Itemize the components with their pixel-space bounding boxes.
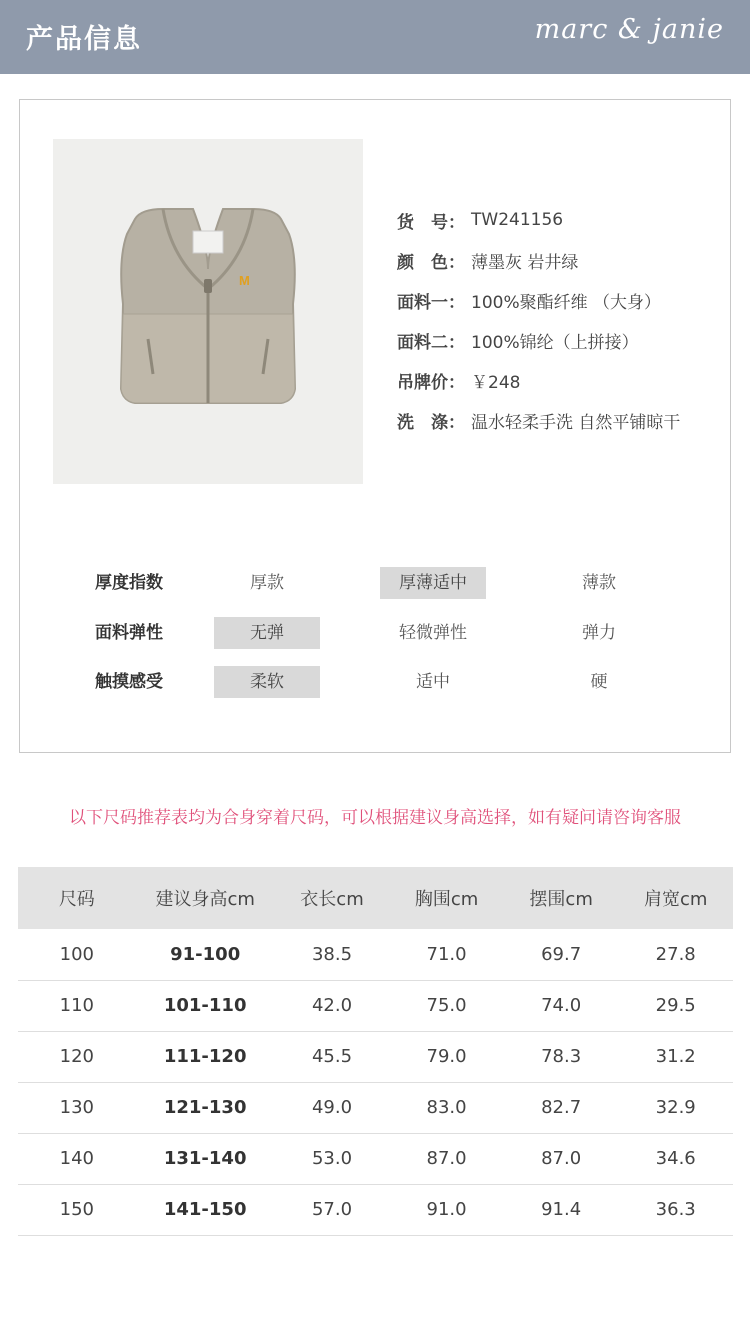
spec-row-wash: [397, 400, 680, 440]
cell-hem: 69.7: [504, 929, 619, 980]
table-row: [18, 1133, 733, 1184]
spec-row-item-no: [397, 200, 680, 240]
cell-chest: 87.0: [389, 1133, 504, 1184]
cell-chest: 83.0: [389, 1082, 504, 1133]
cell-height: 91-100: [136, 929, 275, 980]
column-header: 摆围cm: [504, 867, 619, 929]
column-header: 胸围cm: [389, 867, 504, 929]
cell-length: 57.0: [275, 1184, 390, 1235]
spec-row-fabric-2: [397, 320, 680, 360]
table-row: [18, 929, 733, 980]
cell-height: 131-140: [136, 1133, 275, 1184]
spec-label: 洗 涤：: [397, 412, 465, 433]
cell-hem: 91.4: [504, 1184, 619, 1235]
attribute-option-selected: 厚薄适中: [380, 567, 486, 599]
cell-size: 150: [18, 1184, 136, 1235]
cell-length: 42.0: [275, 980, 390, 1031]
cell-hem: 74.0: [504, 980, 619, 1031]
product-info-card: [19, 99, 731, 753]
cell-size: 120: [18, 1031, 136, 1082]
cell-height: 141-150: [136, 1184, 275, 1235]
attribute-row-elasticity: [20, 617, 732, 649]
table-row: [18, 980, 733, 1031]
column-header: 尺码: [18, 867, 136, 929]
column-header: 衣长cm: [275, 867, 390, 929]
cell-chest: 79.0: [389, 1031, 504, 1082]
attribute-option: 弹力: [582, 623, 616, 643]
spec-row-fabric-1: [397, 280, 680, 320]
column-header: 肩宽cm: [618, 867, 733, 929]
cell-hem: 82.7: [504, 1082, 619, 1133]
table-header-row: [18, 867, 733, 929]
attribute-option-selected: 柔软: [214, 666, 320, 698]
cell-height: 101-110: [136, 980, 275, 1031]
attribute-row-thickness: [20, 567, 732, 599]
cell-length: 38.5: [275, 929, 390, 980]
spec-value: 薄墨灰 岩井绿: [471, 252, 579, 273]
cell-shoulder: 36.3: [618, 1184, 733, 1235]
cell-chest: 75.0: [389, 980, 504, 1031]
spec-row-price: [397, 360, 680, 400]
cell-shoulder: 31.2: [618, 1031, 733, 1082]
attribute-name: 触摸感受: [95, 672, 163, 692]
page-title: 产品信息: [26, 24, 142, 55]
cell-shoulder: 27.8: [618, 929, 733, 980]
attribute-row-touch: [20, 666, 732, 698]
cell-shoulder: 32.9: [618, 1082, 733, 1133]
cell-size: 110: [18, 980, 136, 1031]
cell-length: 45.5: [275, 1031, 390, 1082]
cell-chest: 91.0: [389, 1184, 504, 1235]
cell-size: 100: [18, 929, 136, 980]
attribute-option: 轻微弹性: [399, 623, 467, 643]
spec-value: 100%聚酯纤维 （大身）: [471, 292, 662, 313]
cell-length: 53.0: [275, 1133, 390, 1184]
cell-height: 121-130: [136, 1082, 275, 1133]
spec-label: 面料一：: [397, 292, 465, 313]
brand-logo: marc & janie: [534, 14, 724, 45]
attribute-option: 薄款: [582, 573, 616, 593]
attribute-option: 硬: [590, 672, 608, 692]
cell-height: 111-120: [136, 1031, 275, 1082]
header-bar: [0, 0, 750, 74]
attribute-option: 适中: [416, 672, 450, 692]
cell-length: 49.0: [275, 1082, 390, 1133]
spec-label: 吊牌价：: [397, 372, 465, 393]
attribute-name: 厚度指数: [95, 573, 163, 593]
spec-row-color: [397, 240, 680, 280]
cell-hem: 78.3: [504, 1031, 619, 1082]
vest-illustration: [53, 139, 363, 484]
cell-shoulder: 34.6: [618, 1133, 733, 1184]
product-photo: [53, 139, 363, 484]
column-header: 建议身高cm: [136, 867, 275, 929]
table-row: [18, 1184, 733, 1235]
cell-size: 130: [18, 1082, 136, 1133]
spec-value: TW241156: [471, 210, 564, 230]
spec-value: 100%锦纶（上拼接）: [471, 332, 639, 353]
attribute-option-selected: 无弹: [214, 617, 320, 649]
spec-value: 温水轻柔手洗 自然平铺晾干: [471, 412, 681, 433]
cell-shoulder: 29.5: [618, 980, 733, 1031]
spec-label: 货 号：: [397, 212, 465, 233]
table-row: [18, 1082, 733, 1133]
attribute-option: 厚款: [250, 573, 284, 593]
cell-chest: 71.0: [389, 929, 504, 980]
size-table: [18, 867, 733, 1236]
size-notice: 以下尺码推荐表均为合身穿着尺码，可以根据建议身高选择，如有疑问请咨询客服: [69, 808, 681, 828]
spec-label: 面料二：: [397, 332, 465, 353]
cell-size: 140: [18, 1133, 136, 1184]
cell-hem: 87.0: [504, 1133, 619, 1184]
spec-label: 颜 色：: [397, 252, 465, 273]
table-row: [18, 1031, 733, 1082]
product-specs: [397, 200, 680, 440]
svg-text:M: M: [239, 273, 250, 288]
attribute-name: 面料弹性: [95, 623, 163, 643]
spec-value: ￥248: [471, 372, 521, 393]
